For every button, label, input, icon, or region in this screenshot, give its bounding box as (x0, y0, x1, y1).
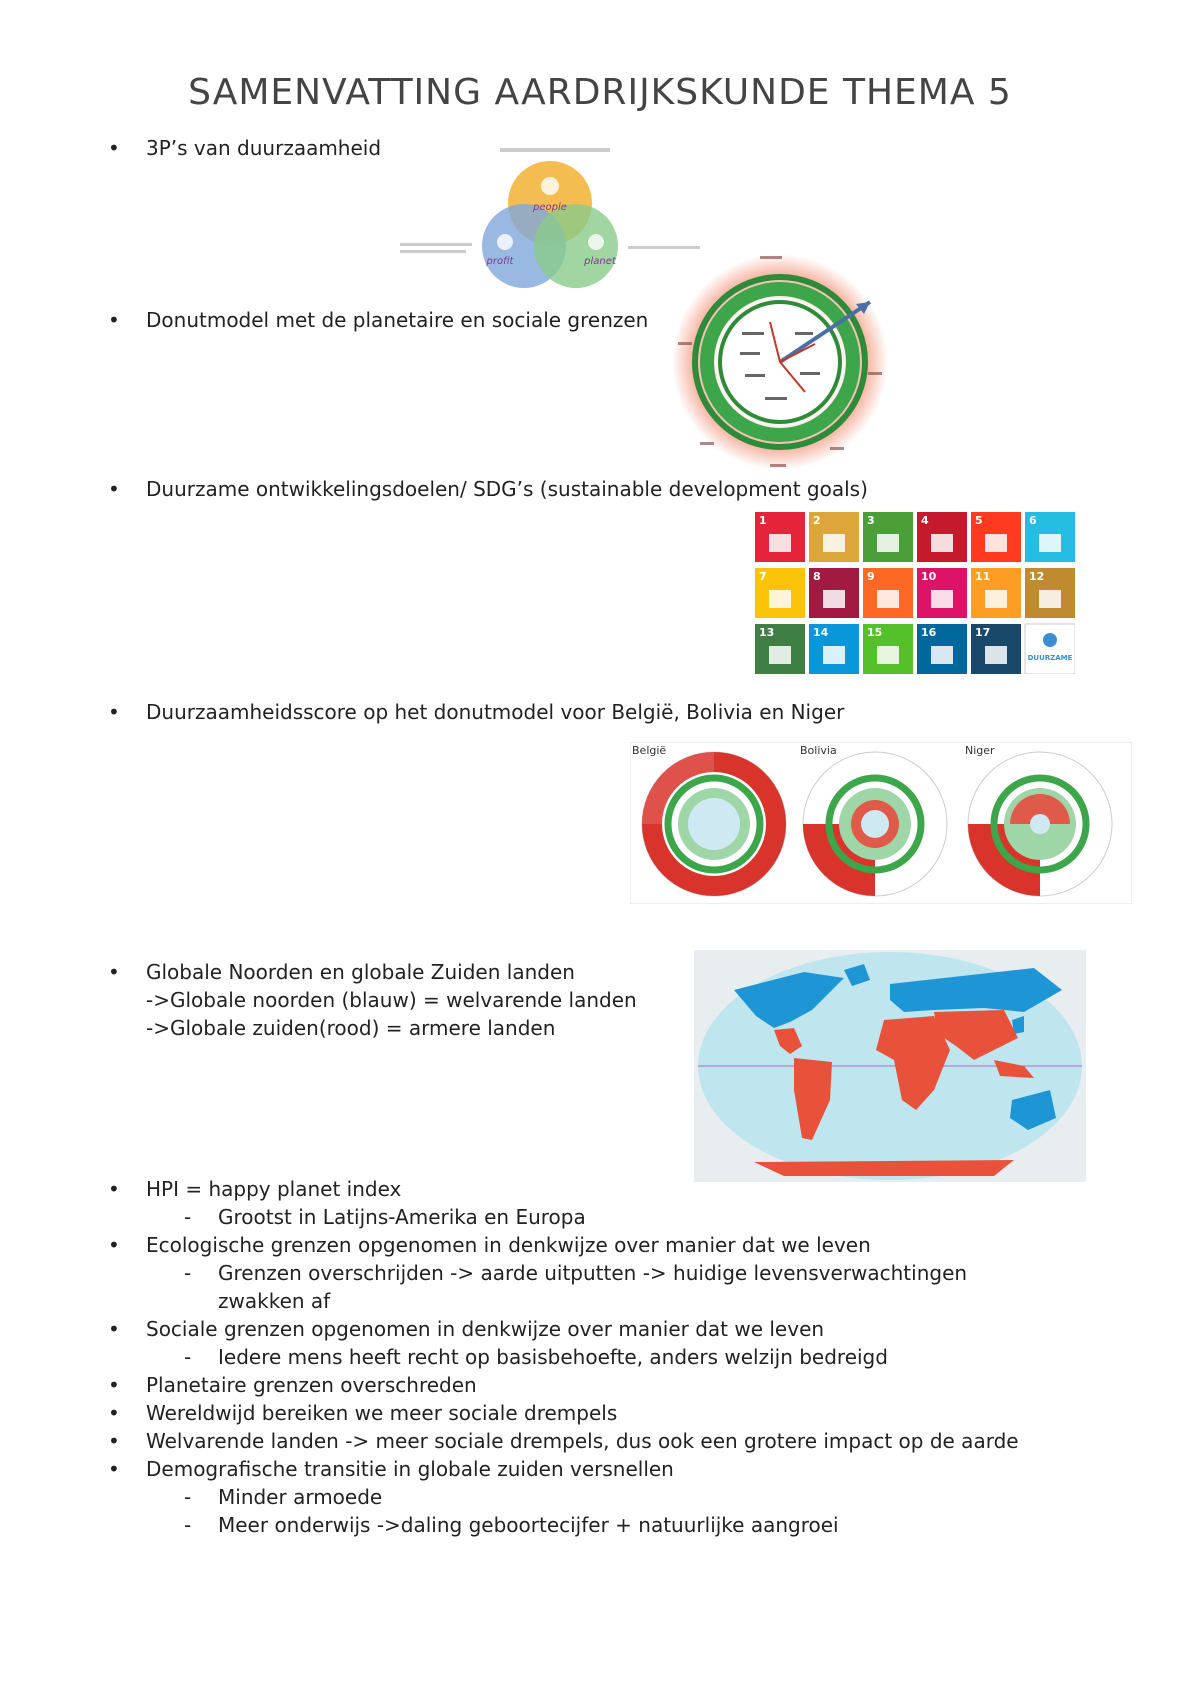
venn-label-planet: planet (584, 256, 616, 267)
label-bolivia: Bolivia (800, 744, 837, 757)
bullet-text: HPI = happy planet index (146, 1177, 402, 1201)
bullet-icon: • (108, 1373, 120, 1397)
dash-icon: - (184, 1205, 192, 1229)
sdg-tile-number: 11 (975, 570, 991, 583)
country-doughnuts (630, 742, 1132, 904)
sdg-goal-icon (985, 646, 1007, 664)
sdg-tile (755, 512, 805, 562)
sub-bullet-text: zwakken af (218, 1289, 331, 1313)
sdg-goal-icon (823, 646, 845, 664)
sdg-tile (863, 568, 913, 618)
bullet-text: Sociale grenzen opgenomen in denkwijze over manier dat we leven (146, 1317, 825, 1341)
sdg-goal-icon (823, 534, 845, 552)
bullet-icon: • (108, 1233, 120, 1257)
sdg-tile-number: 4 (921, 514, 929, 527)
sdg-tile-number: 15 (867, 626, 883, 639)
sdg-tile (863, 624, 913, 674)
dash-icon: - (184, 1485, 192, 1509)
sdg-goal-icon (877, 534, 899, 552)
euro-icon (497, 234, 513, 250)
sdg-goal-icon (823, 590, 845, 608)
sdg-tile (917, 568, 967, 618)
sdg-goal-icon (769, 590, 791, 608)
sdg-goal-icon (931, 646, 953, 664)
bullet-text: Wereldwijd bereiken we meer sociale drempels (146, 1401, 618, 1425)
bullet-text: ->Globale zuiden(rood) = armere landen (146, 1016, 556, 1040)
sdg-tile (971, 512, 1021, 562)
sdg-tile-number: 8 (813, 570, 821, 583)
sdg-tile (1025, 624, 1075, 674)
sub-bullet-text: Minder armoede (218, 1485, 383, 1509)
bullet-icon: • (108, 1401, 120, 1425)
sdg-tile-number: 7 (759, 570, 767, 583)
sdg-tile-number: 3 (867, 514, 875, 527)
sdg-tile (809, 624, 859, 674)
sdg-goal-icon (769, 646, 791, 664)
sdg-tile (971, 624, 1021, 674)
sdg-goal-icon (877, 590, 899, 608)
sdg-goal-icon (985, 590, 1007, 608)
sdg-tile-number: 12 (1029, 570, 1045, 583)
bullet-icon: • (108, 700, 120, 724)
bullet-text: 3P’s van duurzaamheid (146, 136, 382, 160)
doughnut-model-figure (670, 252, 890, 472)
sdg-tile (917, 512, 967, 562)
bullet-text: Planetaire grenzen overschreden (146, 1373, 477, 1397)
bullet-icon: • (108, 136, 120, 160)
people-icon (541, 177, 559, 195)
sub-bullet-text: Meer onderwijs ->daling geboortecijfer + natuurlijke aangroei (218, 1513, 839, 1537)
label-belgie: België (632, 744, 667, 757)
sdg-tile (863, 512, 913, 562)
bullet-icon: • (108, 1177, 120, 1201)
bullet-icon: • (108, 1429, 120, 1453)
sdg-tile (755, 568, 805, 618)
venn-label-people: people (533, 202, 567, 213)
sdg-goal-icon (931, 590, 953, 608)
sdg-tile (755, 624, 805, 674)
bullet-text: Donutmodel met de planetaire en sociale grenzen (146, 308, 649, 332)
bullet-icon: • (108, 308, 120, 332)
bullet-text: Duurzame ontwikkelingsdoelen/ SDG’s (sustainable development goals) (146, 477, 868, 501)
sub-bullet-text: Grenzen overschrijden -> aarde uitputten -> huidige levensverwachtingen (218, 1261, 968, 1285)
sdg-goal-icon (769, 534, 791, 552)
sdg-tile-number: 16 (921, 626, 937, 639)
sdg-tile-number: 13 (759, 626, 775, 639)
un-logo-icon (1043, 633, 1057, 647)
bullet-icon: • (108, 1317, 120, 1341)
sdg-tile (917, 624, 967, 674)
sdg-tile (809, 568, 859, 618)
bullet-icon: • (108, 960, 120, 984)
sub-bullet-text: Iedere mens heeft recht op basisbehoefte, anders welzijn bedreigd (218, 1345, 888, 1369)
sdg-goal-icon (1039, 534, 1061, 552)
label-niger: Niger (965, 744, 995, 757)
bullet-text: Demografische transitie in globale zuiden versnellen (146, 1457, 674, 1481)
bullet-text: Welvarende landen -> meer sociale drempels, dus ook een grotere impact op de aarde (146, 1429, 1019, 1453)
sdg-tile (1025, 568, 1075, 618)
page-title: SAMENVATTING AARDRIJKSKUNDE THEMA 5 (188, 72, 1012, 113)
dash-icon: - (184, 1345, 192, 1369)
venn-diagram-3p (400, 148, 700, 288)
bullet-text: Ecologische grenzen opgenomen in denkwijze over manier dat we leven (146, 1233, 871, 1257)
sdg-goal-icon (931, 534, 953, 552)
sdg-tile (971, 568, 1021, 618)
sdg-goal-icon (877, 646, 899, 664)
bullet-text: ->Globale noorden (blauw) = welvarende landen (146, 988, 637, 1012)
sub-bullet-text: Grootst in Latijns-Amerika en Europa (218, 1205, 586, 1229)
world-map-north-south (694, 950, 1086, 1182)
sdg-last-label: DUURZAME (1027, 654, 1073, 662)
dash-icon: - (184, 1261, 192, 1285)
venn-label-profit: profit (486, 256, 514, 267)
antarctica (754, 1160, 1014, 1176)
globe-icon (588, 234, 604, 250)
sdg-tile (1025, 512, 1075, 562)
sdg-tile-number: 5 (975, 514, 983, 527)
sdg-goal-icon (1039, 590, 1061, 608)
sdg-tile-number: 10 (921, 570, 937, 583)
sdg-tile (809, 512, 859, 562)
sdg-tile-number: 6 (1029, 514, 1037, 527)
dash-icon: - (184, 1513, 192, 1537)
sdg-grid (755, 512, 1075, 674)
sdg-goal-icon (985, 534, 1007, 552)
sdg-tile-number: 17 (975, 626, 991, 639)
bullet-icon: • (108, 1457, 120, 1481)
sdg-tile-number: 2 (813, 514, 821, 527)
bullet-text: Duurzaamheidsscore op het donutmodel voor België, Bolivia en Niger (146, 700, 845, 724)
bullet-text: Globale Noorden en globale Zuiden landen (146, 960, 575, 984)
sdg-tile-number: 1 (759, 514, 767, 527)
planet-circle (534, 204, 618, 288)
sdg-tile-number: 14 (813, 626, 829, 639)
bullet-icon: • (108, 477, 120, 501)
sdg-tile-number: 9 (867, 570, 875, 583)
